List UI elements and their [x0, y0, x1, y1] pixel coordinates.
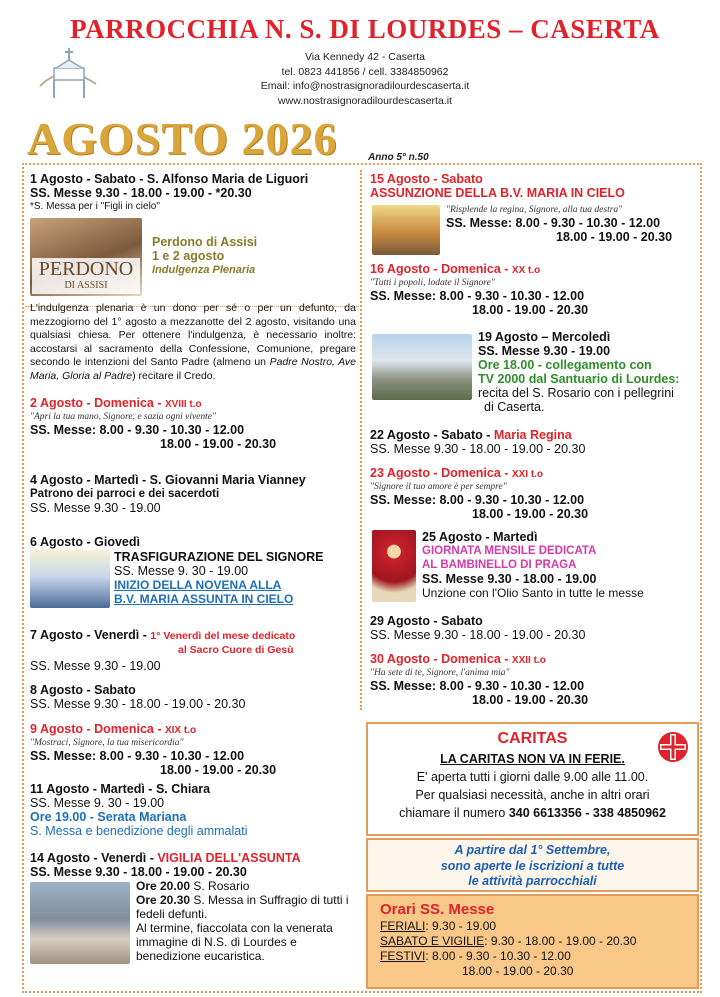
lourdes-image — [372, 334, 472, 400]
event-aug-25: 25 Agosto - Martedì GIORNATA MENSILE DEDICATA AL BAMBINELLO DI PRAGA SS. Messe 9.30 - 18.00 - 19.00 Unzione con l'Olio Santo in tutte le messe — [422, 530, 644, 600]
event-aug-15-detail: "Risplende la regina, Signore, alla tua destra" SS. Messe: 8.00 - 9.30 - 10.30 - 12.00 18.00 - 19.00 - 20.30 — [446, 205, 673, 244]
contact-info — [250, 50, 480, 108]
event-aug-23: 23 Agosto - Domenica - XXI t.o "Signore il tuo amore è per sempre" SS. Messe: 8.00 - 9.30 - 10.30 - 12.00 18.00 - 19.00 - 20.30 — [370, 466, 589, 521]
mass-times-feriali: FERIALI: 9.30 - 19.00 — [380, 919, 497, 933]
procession-image — [30, 882, 130, 964]
mass-times-box — [366, 894, 699, 989]
event-aug-29: 29 Agosto - Sabato SS. Messe 9.30 - 18.00 - 19.00 - 20.30 — [370, 614, 586, 642]
caritas-cross-icon — [656, 730, 690, 764]
event-aug-8: 8 Agosto - Sabato SS. Messe 9.30 - 18.00 - 19.00 - 20.30 — [30, 683, 246, 711]
bambinello-image — [372, 530, 416, 602]
enrollment-line1: A partire dal 1° Settembre, — [454, 843, 611, 857]
phone: tel. 0823 441856 / cell. 3384850962 — [281, 65, 449, 78]
mass-times-sabato: SABATO E VIGILIE: 9.30 - 18.00 - 19.00 - 20.30 — [380, 934, 637, 948]
column-divider — [360, 170, 362, 710]
enrollment-box — [366, 838, 699, 892]
caritas-line3: Per qualsiasi necessità, anche in altri orari — [415, 788, 650, 802]
perdono-box: Perdono di Assisi 1 e 2 agosto Indulgenza Plenaria — [152, 235, 258, 276]
event-aug-2: 2 Agosto - Domenica - XVIII t.o "Apri la tua mano, Signore, e sazia ogni vivente" SS. Messe: 8.00 - 9.30 - 10.30 - 12.00 18.00 - 19.00 - 20.30 — [30, 396, 277, 451]
church-logo — [34, 42, 104, 102]
caritas-box — [366, 722, 699, 836]
perdono-logo-sub: DI ASSISI — [64, 280, 108, 291]
event-aug-22: 22 Agosto - Sabato - Maria Regina SS. Messe 9.30 - 18.00 - 19.00 - 20.30 — [370, 428, 586, 456]
event-aug-9: 9 Agosto - Domenica - XIX t.o "Mostraci, Signore, la tua misericordia" SS. Messe: 8.00 - 9.30 - 10.30 - 12.00 18.00 - 19.00 - 20.30 — [30, 722, 277, 777]
caritas-line4: chiamare il numero 340 6613356 - 338 4850962 — [399, 806, 666, 820]
issue-number: Anno 5° n.50 — [368, 152, 429, 163]
enrollment-line2: sono aperte le iscrizioni a tutte — [440, 858, 625, 873]
mass-times-festivi-evening: 18.00 - 19.00 - 20.30 — [462, 964, 574, 978]
event-aug-30: 30 Agosto - Domenica - XXII t.o "Ha sete di te, Signore, l'anima mia" SS. Messe: 8.00 - 9.30 - 10.30 - 12.00 18.00 - 19.00 - 20.30 — [370, 652, 589, 707]
event-aug-14: 14 Agosto - Venerdì - VIGILIA DELL'ASSUNTA SS. Messe 9.30 - 18.00 - 19.00 - 20.30 — [30, 851, 301, 879]
parish-title: PARROCCHIA N. S. DI LOURDES – CASERTA — [70, 14, 660, 44]
event-aug-19: 19 Agosto – Mercoledì SS. Messe 9.30 - 19.00 Ore 18.00 - collegamento con TV 2000 dal Santuario di Lourdes: recita del S. Rosario con i pellegrini di Caserta. — [478, 330, 680, 414]
perdono-logo-text: PERDONO — [38, 258, 134, 280]
email[interactable]: Email: info@nostrasignoradilourdescaserta.it — [260, 80, 470, 92]
caritas-line1: LA CARITAS NON VA IN FERIE. — [440, 752, 625, 766]
month-title: AGOSTO 2026 — [27, 113, 338, 164]
caritas-title: CARITAS — [497, 730, 568, 747]
event-aug-15: 15 Agosto - Sabato ASSUNZIONE DELLA B.V. MARIA IN CIELO — [370, 172, 625, 200]
event-aug-16: 16 Agosto - Domenica - XX t.o "Tutti i popoli, lodate il Signore" SS. Messe: 8.00 - 9.30 - 10.30 - 12.00 18.00 - 19.00 - 20.30 — [370, 262, 589, 317]
transfiguration-image — [30, 550, 110, 608]
event-aug-11: 11 Agosto - Martedì - S. Chiara SS. Messe 9. 30 - 19.00 Ore 19.00 - Serata Mariana S. Messa e benedizione degli ammalati — [30, 782, 248, 838]
assumption-image — [372, 205, 440, 255]
event-aug-7: 7 Agosto - Venerdì - 1° Venerdì del mese dedicato al Sacro Cuore di Gesù SS. Messe 9.30 - 19.00 — [30, 628, 296, 673]
event-aug-14-program: Ore 20.00 S. Rosario Ore 20.30 S. Messa in Suffragio di tutti i fedeli defunti. Al termine, fiaccolata con la venerata immagine di N.S. di Lourdes e benedizione eucaristica. — [136, 879, 349, 963]
event-aug-1: 1 Agosto - Sabato - S. Alfonso Maria de Liguori SS. Messe 9.30 - 18.00 - 19.00 - *20.30 *S. Messa per i "Figli in cielo" — [30, 172, 309, 212]
enrollment-line3: le attività parrocchiali — [468, 874, 597, 888]
caritas-phones[interactable]: 340 6613356 - 338 4850962 — [508, 806, 666, 820]
event-aug-6-detail: TRASFIGURAZIONE DEL SIGNORE SS. Messe 9. 30 - 19.00 INIZIO DELLA NOVENA ALLA B.V. MARIA ASSUNTA IN CIELO — [114, 550, 324, 606]
indulgenza-text: L'indulgenza plenaria è un dono per sé o per un defunto, da mezzogiorno del 1° agosto a mezzanotte del 2 agosto, visitando una qualsiasi chiesa. Per ottenere l'indulgenza, è necessario inoltre: accostarsi al sacramento della Confessione, Comunione, pregare secondo le intenzioni del Santo Padre (almeno un Padre Nostro, Ave Maria, Gloria al Padre) recitare il Credo. — [30, 302, 356, 382]
mass-times-festivi: FESTIVI: 8.00 - 9.30 - 10.30 - 12.00 — [380, 949, 571, 963]
event-aug-4: 4 Agosto - Martedì - S. Giovanni Maria Vianney Patrono dei parroci e dei sacerdoti SS. Messe 9.30 - 19.00 — [30, 473, 306, 515]
mass-times-title: Orari SS. Messe — [380, 901, 495, 918]
event-aug-6: 6 Agosto - Giovedì — [30, 535, 140, 549]
perdono-image — [30, 218, 142, 296]
caritas-line2: E' aperta tutti i giorni dalle 9.00 alle 11.00. — [416, 770, 649, 784]
website[interactable]: www.nostrasignoradilourdescaserta.it — [278, 94, 452, 107]
address: Via Kennedy 42 - Caserta — [304, 51, 426, 63]
